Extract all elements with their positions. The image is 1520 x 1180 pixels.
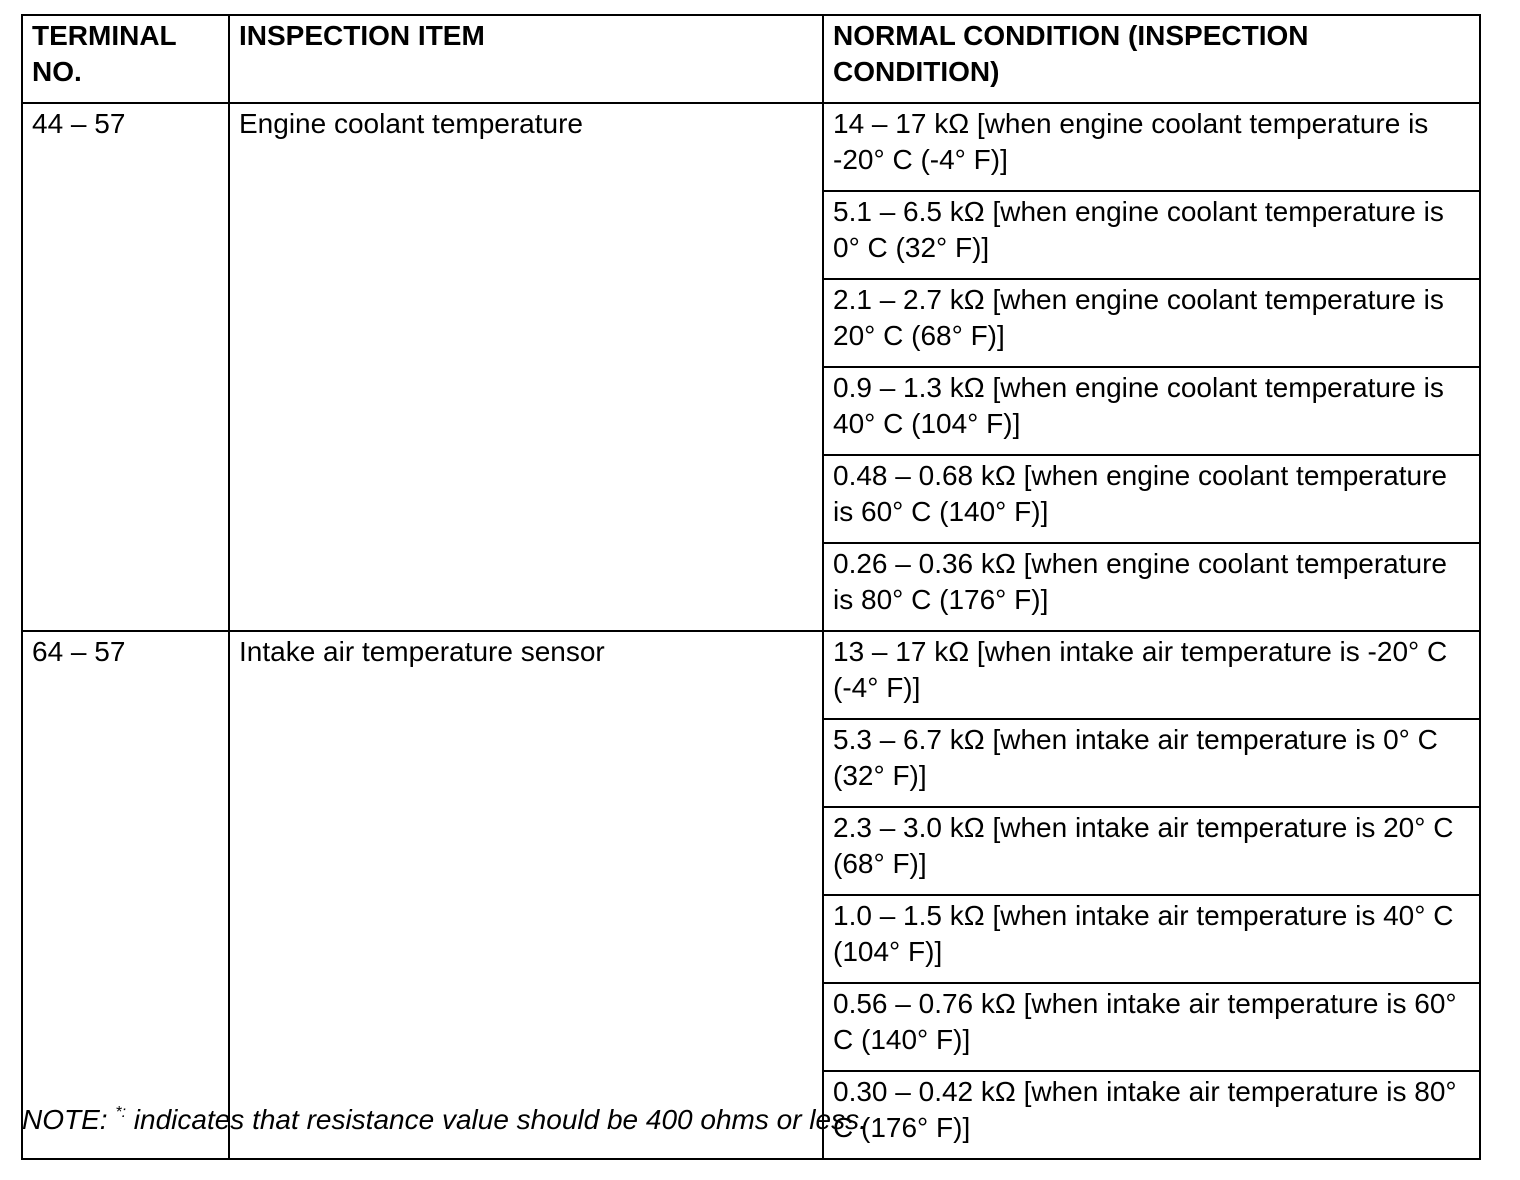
condition-cell: 0.30 – 0.42 kΩ [when intake air temperature is 80° C (176° F)] [823,1071,1480,1159]
terminal-cell: 44 – 57 [22,103,229,631]
inspection-item-cell: Engine coolant temperature [229,103,823,631]
header-terminal-no: TERMINAL NO. [22,15,229,103]
condition-cell: 5.1 – 6.5 kΩ [when engine coolant temperature is 0° C (32° F)] [823,191,1480,279]
table-row [22,103,1480,191]
condition-cell: 0.48 – 0.68 kΩ [when engine coolant temperature is 60° C (140° F)] [823,455,1480,543]
table-header-row [22,15,1480,103]
condition-cell: 5.3 – 6.7 kΩ [when intake air temperature is 0° C (32° F)] [823,719,1480,807]
table-row [22,631,1480,719]
inspection-item-cell: Intake air temperature sensor [229,631,823,1159]
condition-cell: 2.3 – 3.0 kΩ [when intake air temperature is 20° C (68° F)] [823,807,1480,895]
note-prefix: NOTE: [22,1104,116,1135]
condition-cell: 0.9 – 1.3 kΩ [when engine coolant temperature is 40° C (104° F)] [823,367,1480,455]
condition-cell: 14 – 17 kΩ [when engine coolant temperature is -20° C (-4° F)] [823,103,1480,191]
condition-cell: 0.56 – 0.76 kΩ [when intake air temperature is 60° C (140° F)] [823,983,1480,1071]
table-footnote [22,1102,867,1138]
header-inspection-item: INSPECTION ITEM [229,15,823,103]
header-normal-condition: NORMAL CONDITION (INSPECTION CONDITION) [823,15,1480,103]
inspection-table [21,14,1481,1160]
terminal-cell: 64 – 57 [22,631,229,1159]
condition-cell: 1.0 – 1.5 kΩ [when intake air temperature is 40° C (104° F)] [823,895,1480,983]
note-text: indicates that resistance value should be 400 ohms or less. [126,1104,867,1135]
note-marker: *: [115,1104,127,1121]
condition-cell: 13 – 17 kΩ [when intake air temperature is -20° C (-4° F)] [823,631,1480,719]
condition-cell: 0.26 – 0.36 kΩ [when engine coolant temperature is 80° C (176° F)] [823,543,1480,631]
condition-cell: 2.1 – 2.7 kΩ [when engine coolant temperature is 20° C (68° F)] [823,279,1480,367]
